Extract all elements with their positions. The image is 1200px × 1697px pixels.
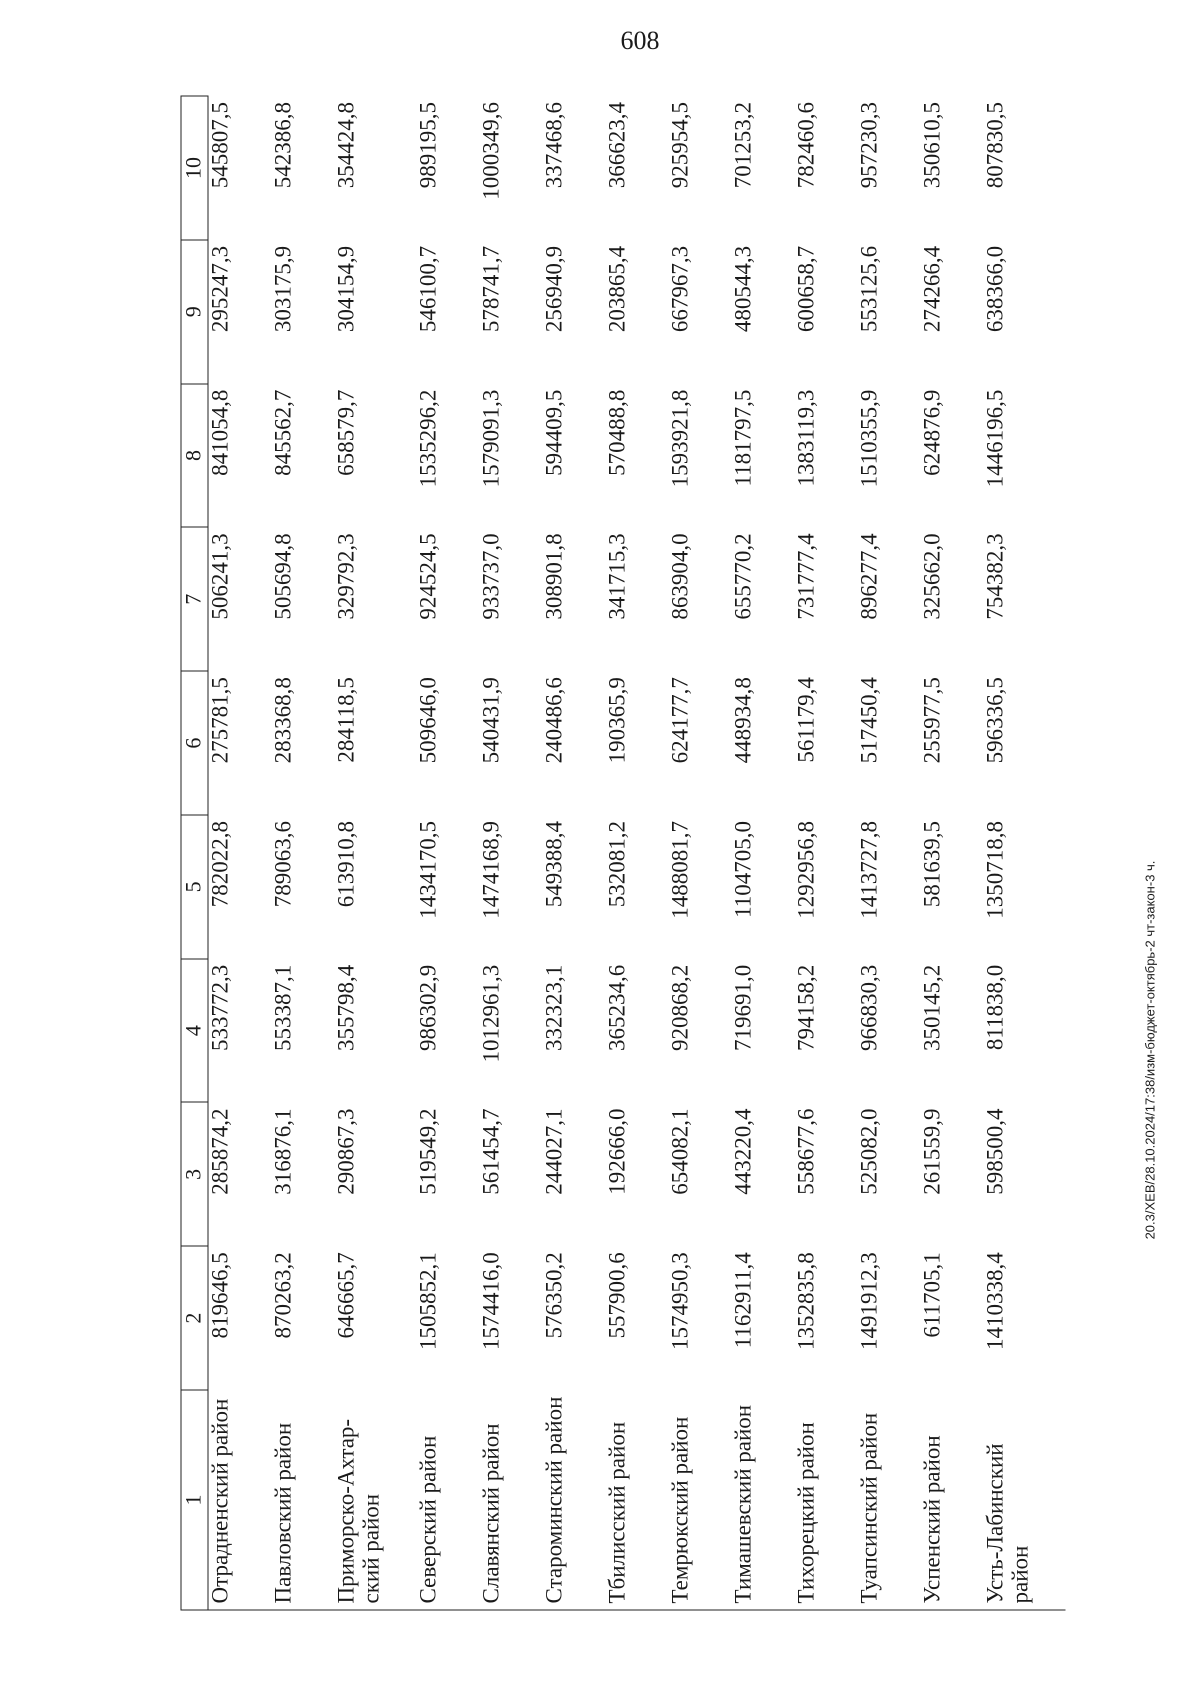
table-cell: 782022,8 [207, 820, 232, 907]
table-cell: 549388,4 [541, 820, 566, 907]
table-cell: 594409,5 [541, 389, 566, 476]
table-cell: 638366,0 [982, 245, 1007, 332]
table-cell: 1510355,9 [856, 389, 881, 487]
table-cell: 1181797,5 [730, 389, 755, 487]
table-cell: 332323,1 [541, 964, 566, 1051]
table-cell: 841054,8 [207, 389, 232, 476]
table-cell: 1574950,3 [667, 1251, 692, 1350]
table-cell: 261559,9 [919, 1107, 944, 1195]
table-cell: 1383119,3 [793, 389, 818, 487]
table-cell: 933737,0 [478, 532, 503, 620]
table-row [416, 96, 479, 1610]
district-name: Староминский район [542, 1390, 605, 1610]
table-cell: 525082,0 [856, 1107, 881, 1195]
table-row [208, 96, 272, 1610]
table-cell: 654082,1 [667, 1107, 692, 1195]
table-cell: 304154,9 [333, 245, 358, 332]
table-cell: 553387,1 [270, 964, 295, 1051]
table-cell: 546100,7 [415, 245, 440, 332]
table-cell: 925954,5 [667, 101, 692, 188]
column-header: 8 [181, 383, 208, 527]
table-cell: 658579,7 [333, 389, 358, 476]
table-cell: 561454,7 [478, 1107, 503, 1195]
table-cell: 1446196,5 [982, 389, 1007, 487]
table-cell: 329792,3 [333, 532, 358, 620]
table-cell: 1352835,8 [793, 1251, 818, 1350]
column-header: 10 [181, 96, 208, 240]
table-cell: 480544,3 [730, 245, 755, 332]
table-cell: 192666,0 [604, 1107, 629, 1195]
table-cell: 325662,0 [919, 532, 944, 620]
table-cell: 924524,5 [415, 532, 440, 620]
column-header: 3 [181, 1102, 208, 1246]
table-cell: 448934,8 [730, 676, 755, 763]
column-header: 4 [181, 958, 208, 1102]
table-cell: 989195,5 [415, 101, 440, 188]
table-cell: 533772,3 [207, 964, 232, 1051]
table-cell: 1000349,6 [478, 101, 503, 200]
table-cell: 845562,7 [270, 389, 295, 476]
table-cell: 1012961,3 [478, 964, 503, 1062]
table-cell: 303175,9 [270, 245, 295, 332]
district-name: Успенский район [920, 1390, 983, 1610]
table-row [542, 96, 605, 1610]
table-cell: 240486,6 [541, 676, 566, 763]
table-cell: 1350718,8 [982, 820, 1007, 919]
table-cell: 519549,2 [415, 1107, 440, 1195]
table-row [731, 96, 794, 1610]
table-cell: 754382,3 [982, 532, 1007, 620]
table-row [794, 96, 857, 1610]
table-body [208, 96, 1066, 1610]
table-cell: 896277,4 [856, 532, 881, 620]
table-cell: 646665,7 [333, 1251, 358, 1338]
table-cell: 284118,5 [333, 676, 358, 763]
table-cell: 570488,8 [604, 389, 629, 476]
table-cell: 553125,6 [856, 245, 881, 332]
table-cell: 355798,4 [333, 964, 358, 1051]
table-cell: 558677,6 [793, 1107, 818, 1195]
document-code-text: 20.3/XEB/28.10.2024/17:38/изм-бюджет-октябрь-2 чт-закон-3 ч. [1142, 860, 1158, 1240]
column-header: 1 [181, 1390, 208, 1610]
table-row [479, 96, 542, 1610]
table-cell: 203865,4 [604, 245, 629, 332]
table-cell: 275781,5 [207, 676, 232, 763]
table-cell: 308901,8 [541, 532, 566, 620]
table-cell: 290867,3 [333, 1107, 358, 1195]
table-cell: 731777,4 [793, 532, 818, 620]
table-cell: 819646,5 [207, 1251, 232, 1338]
table-cell: 789063,6 [270, 820, 295, 907]
table-cell: 966830,3 [856, 964, 881, 1051]
table-cell: 655770,2 [730, 532, 755, 620]
table-cell: 244027,1 [541, 1107, 566, 1195]
table-cell: 561179,4 [793, 676, 818, 763]
column-header: 5 [181, 814, 208, 958]
table-cell: 274266,4 [919, 245, 944, 332]
table-cell: 624876,9 [919, 389, 944, 476]
table-cell: 782460,6 [793, 101, 818, 188]
rotated-table [180, 95, 1090, 1610]
table-cell: 1593921,8 [667, 389, 692, 487]
page-number: 608 [620, 26, 660, 55]
table-cell: 255977,5 [919, 676, 944, 763]
table-cell: 598500,4 [982, 1107, 1007, 1195]
district-name: Темрюкский район [668, 1390, 731, 1610]
table-cell: 316876,1 [270, 1107, 295, 1195]
table-cell: 542386,8 [270, 101, 295, 188]
table-cell: 350610,5 [919, 101, 944, 188]
table-cell: 624177,7 [667, 676, 692, 763]
table-row [920, 96, 983, 1610]
header-row [181, 96, 208, 1610]
district-name: Тимашевский район [731, 1390, 794, 1610]
table-container [180, 95, 1090, 1610]
table-row [857, 96, 920, 1610]
table-cell: 1535296,2 [415, 389, 440, 487]
column-header: 6 [181, 671, 208, 815]
table-cell: 1505852,1 [415, 1251, 440, 1350]
table-cell: 957230,3 [856, 101, 881, 188]
table-cell: 596336,5 [982, 676, 1007, 763]
table-row [605, 96, 668, 1610]
table-row [334, 96, 416, 1610]
table-cell: 1574416,0 [478, 1251, 503, 1350]
table-cell: 1491912,3 [856, 1251, 881, 1350]
district-name: Славянский район [479, 1390, 542, 1610]
table-cell: 807830,5 [982, 101, 1007, 188]
table-cell: 581639,5 [919, 820, 944, 907]
table-cell: 506241,3 [207, 532, 232, 620]
table-cell: 576350,2 [541, 1251, 566, 1338]
table-cell: 811838,0 [982, 964, 1007, 1050]
table-cell: 1413727,8 [856, 820, 881, 919]
table-cell: 611705,1 [919, 1251, 944, 1338]
table-cell: 532081,2 [604, 820, 629, 907]
table-cell: 920868,2 [667, 964, 692, 1051]
table-cell: 870263,2 [270, 1251, 295, 1338]
table-cell: 283368,8 [270, 676, 295, 763]
table-cell: 1292956,8 [793, 820, 818, 919]
table-cell: 509646,0 [415, 676, 440, 763]
table-cell: 613910,8 [333, 820, 358, 907]
table-cell: 1410338,4 [982, 1251, 1007, 1350]
table-cell: 505694,8 [270, 532, 295, 620]
table-cell: 295247,3 [207, 245, 232, 332]
table-cell: 701253,2 [730, 101, 755, 188]
district-name: Отрадненский район [208, 1390, 272, 1610]
table-row [668, 96, 731, 1610]
budget-table [180, 95, 1065, 1610]
column-header: 2 [181, 1246, 208, 1390]
table-cell: 365234,6 [604, 964, 629, 1051]
table-cell: 337468,6 [541, 101, 566, 188]
table-cell: 557900,6 [604, 1251, 629, 1338]
table-row [983, 96, 1065, 1610]
table-cell: 545807,5 [207, 101, 232, 188]
table-cell: 600658,7 [793, 245, 818, 332]
district-name: Туапсинский район [857, 1390, 920, 1610]
document-code [1140, 420, 1160, 1680]
table-cell: 1104705,0 [730, 820, 755, 918]
table-cell: 1579091,3 [478, 389, 503, 487]
district-name: Павловский район [271, 1390, 334, 1610]
district-name: Северский район [416, 1390, 479, 1610]
table-cell: 190365,9 [604, 676, 629, 763]
table-cell: 443220,4 [730, 1107, 755, 1195]
district-name: Тбилисский район [605, 1390, 668, 1610]
table-cell: 540431,9 [478, 676, 503, 763]
table-cell: 863904,0 [667, 532, 692, 620]
district-name: Усть-Лабинский район [983, 1390, 1065, 1610]
district-name: Тихорецкий район [794, 1390, 857, 1610]
column-header: 9 [181, 239, 208, 383]
table-row [271, 96, 334, 1610]
table-cell: 1434170,5 [415, 820, 440, 919]
table-cell: 341715,3 [604, 532, 629, 620]
table-cell: 350145,2 [919, 964, 944, 1051]
table-cell: 794158,2 [793, 964, 818, 1051]
table-cell: 719691,0 [730, 964, 755, 1051]
table-cell: 578741,7 [478, 245, 503, 332]
table-cell: 1162911,4 [730, 1251, 755, 1348]
column-header: 7 [181, 527, 208, 671]
table-cell: 285874,2 [207, 1107, 232, 1195]
district-name: Приморско-Ахтар-ский район [334, 1390, 416, 1610]
table-cell: 256940,9 [541, 245, 566, 332]
table-cell: 1474168,9 [478, 820, 503, 919]
table-cell: 354424,8 [333, 101, 358, 188]
table-cell: 366623,4 [604, 101, 629, 188]
table-cell: 667967,3 [667, 245, 692, 332]
table-cell: 986302,9 [415, 964, 440, 1051]
table-cell: 1488081,7 [667, 820, 692, 919]
table-cell: 517450,4 [856, 676, 881, 763]
